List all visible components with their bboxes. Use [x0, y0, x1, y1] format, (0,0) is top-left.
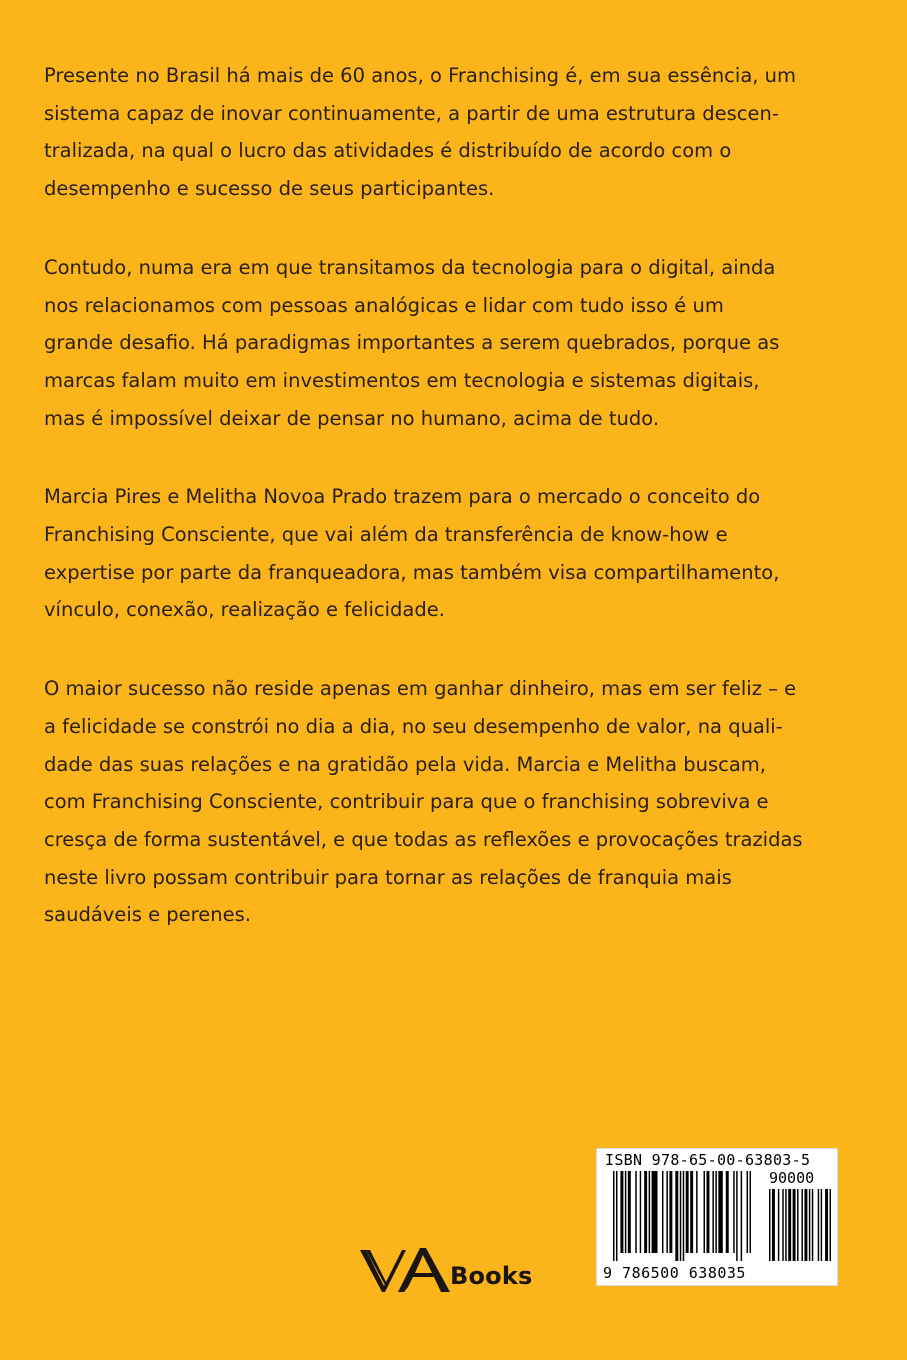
text-line: sistema capaz de inovar continuamente, a partir de uma estrutura descen- [44, 101, 779, 125]
paragraph-1 [44, 57, 874, 208]
text-line: grande desafio. Há paradigmas importantes a serem quebrados, porque as [44, 331, 780, 355]
text-line: neste livro possam contribuir para tornar as relações de franquia mais [44, 865, 732, 889]
barcode-digits: 9 786500 638035 [603, 1264, 746, 1282]
logo-books-word: Books [450, 1262, 533, 1290]
addon-barcode-bars [769, 1189, 833, 1269]
text-line: O maior sucesso não reside apenas em ganhar dinheiro, mas em ser feliz – e [44, 677, 797, 701]
back-cover-text [44, 57, 874, 975]
text-line: Contudo, numa era em que transitamos da tecnologia para o digital, ainda [44, 255, 776, 279]
isbn-label: ISBN 978-65-00-63803-5 [605, 1151, 811, 1169]
paragraph-2 [44, 249, 874, 438]
text-line: marcas falam muito em investimentos em tecnologia e sistemas digitais, [44, 368, 760, 392]
va-logo-mark [358, 1244, 454, 1294]
text-line: Presente no Brasil há mais de 60 anos, o Franchising é, em sua essência, um [44, 64, 797, 87]
text-line: a felicidade se constrói no dia a dia, no seu desempenho de valor, na quali- [44, 714, 783, 738]
text-line: expertise por parte da franqueadora, mas também visa compartilhamento, [44, 560, 780, 584]
text-line: tralizada, na qual o lucro das atividades é distribuído de acordo com o [44, 139, 732, 163]
isbn-barcode [596, 1148, 838, 1286]
text-line: cresça de forma sustentável, e que todas as reflexões e provocações trazidas [44, 827, 803, 851]
text-line: dade das suas relações e na gratidão pela vida. Marcia e Melitha buscam, [44, 752, 766, 776]
barcode-bars [613, 1171, 753, 1269]
text-line: saudáveis e perenes. [44, 903, 251, 927]
price-code: 90000 [769, 1169, 815, 1187]
text-line: mas é impossível deixar de pensar no humano, acima de tudo. [44, 406, 660, 430]
text-line: Franchising Consciente, que vai além da transferência de know-how e [44, 523, 728, 547]
text-line: vínculo, conexão, realização e felicidade. [44, 598, 445, 622]
text-line: nos relacionamos com pessoas analógicas e lidar com tudo isso é um [44, 293, 724, 317]
text-line: Marcia Pires e Melitha Novoa Prado trazem para o mercado o conceito do [44, 485, 761, 509]
paragraph-3 [44, 478, 874, 629]
text-line: desempenho e sucesso de seus participantes. [44, 177, 495, 201]
va-books-logo [358, 1244, 548, 1294]
text-line: com Franchising Consciente, contribuir para que o franchising sobreviva e [44, 790, 769, 814]
paragraph-4 [44, 670, 874, 934]
